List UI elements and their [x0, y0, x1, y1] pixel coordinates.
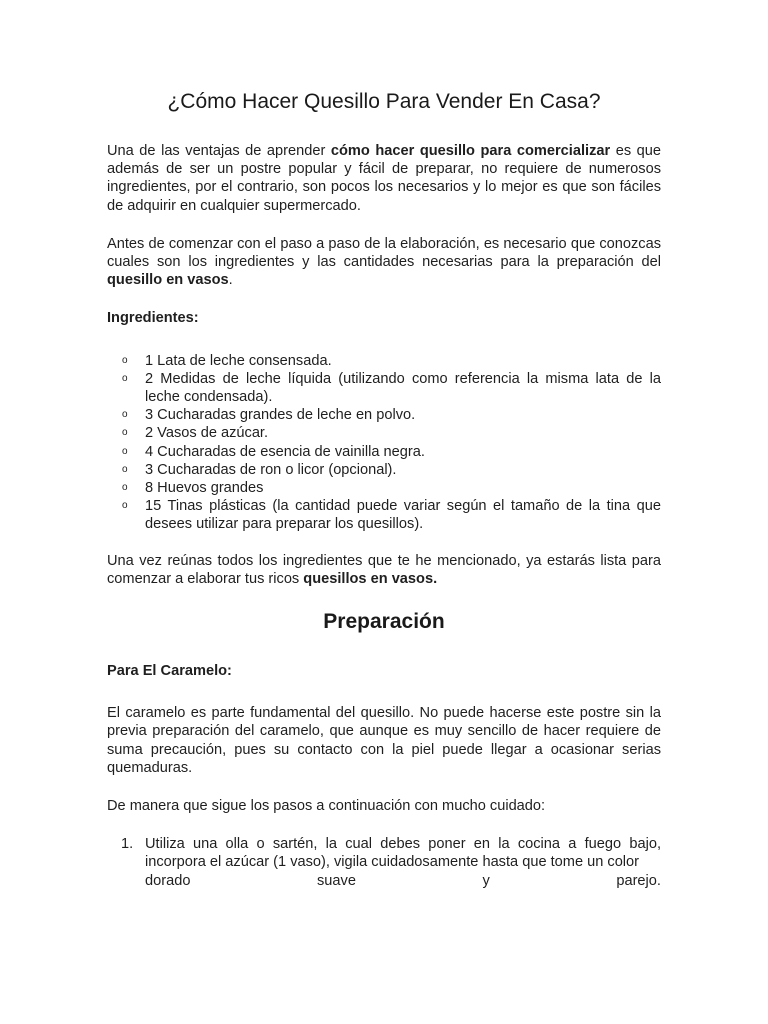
ingredient-item: [107, 497, 661, 533]
document-title: ¿Cómo Hacer Quesillo Para Vender En Casa?: [167, 90, 601, 113]
intro-p1-text-start: Una de las ventajas de aprender: [107, 143, 331, 159]
ingredient-item: [107, 424, 661, 442]
intro-paragraph-1: [107, 142, 661, 215]
intro-p1-text-end: es que además de ser un postre popular y fácil de preparar, no requiere de numerosos ingredientes, por el contrario, son pocos los necesarios y lo mejor es que son fáciles de adquirir en cualquier supermercado.: [107, 143, 662, 214]
step-item: [107, 835, 661, 890]
ingredient-text: 8 Huevos grandes: [145, 480, 264, 497]
caramel-paragraph-2: De manera que sigue los pasos a continuación con mucho cuidado:: [107, 798, 546, 815]
intro-paragraph-2: [107, 235, 661, 290]
list-bullet-icon: o: [122, 445, 128, 457]
closing-text-start: Una vez reúnas todos los ingredientes que te he mencionado, ya estarás lista para comenzar a elaborar tus ricos: [107, 552, 661, 587]
ingredients-list: [107, 352, 661, 534]
caramel-paragraph-1: El caramelo es parte fundamental del quesillo. No puede hacerse este postre sin la previa preparación del caramelo, que aunque es muy sencillo de hacer requiere de suma precaución, pues su contacto con la piel puede llegar a ocasionar serias quemaduras.: [107, 705, 661, 776]
ingredient-text: 4 Cucharadas de esencia de vainilla negra.: [145, 443, 425, 460]
closing-bold-phrase: quesillos en vasos.: [303, 570, 438, 587]
intro-p2-bold-phrase: quesillo en vasos: [107, 272, 229, 289]
ingredient-text: 2 Vasos de azúcar.: [145, 425, 269, 442]
step-word: suave: [317, 872, 356, 889]
list-bullet-icon: o: [122, 427, 128, 439]
ingredient-text: 1 Lata de leche consensada.: [145, 352, 332, 369]
ingredient-item: [107, 406, 661, 424]
step-word: dorado: [145, 872, 191, 889]
step-word: y: [482, 872, 490, 889]
ingredient-item: [107, 479, 661, 497]
step-number: 1.: [121, 836, 134, 853]
list-bullet-icon: o: [122, 500, 128, 512]
step-text: Utiliza una olla o sartén, la cual debes poner en la cocina a fuego bajo, incorpora el azúcar (1 vaso), vigila cuidadosamente hasta que tome un color: [145, 836, 661, 871]
intro-p2-text-end: .: [228, 272, 233, 289]
list-bullet-icon: o: [122, 482, 128, 494]
step-word: parejo.: [616, 872, 661, 889]
list-bullet-icon: o: [122, 354, 128, 366]
ingredient-item: [107, 352, 661, 370]
ingredient-text: 15 Tinas plásticas (la cantidad puede variar según el tamaño de la tina que desees utilizar para preparar los quesillos).: [145, 498, 661, 533]
preparation-heading: Preparación: [323, 610, 445, 634]
list-bullet-icon: o: [122, 372, 128, 384]
ingredient-text: 3 Cucharadas de ron o licor (opcional).: [145, 461, 397, 478]
intro-p2-text-start: Antes de comenzar con el paso a paso de la elaboración, es necesario que conozcas cuales son los ingredientes y las cantidades necesarias para la preparación del: [107, 235, 661, 271]
ingredient-item: [107, 461, 661, 479]
ingredient-item: [107, 370, 661, 406]
intro-p1-bold-phrase: cómo hacer quesillo para comercializar: [330, 143, 611, 159]
caramel-heading: Para El Caramelo:: [107, 663, 232, 680]
ingredient-text: 3 Cucharadas grandes de leche en polvo.: [145, 407, 416, 424]
ingredient-text: 2 Medidas de leche líquida (utilizando como referencia la misma lata de la leche condensada).: [145, 370, 661, 406]
ingredient-item: [107, 443, 661, 461]
ingredients-heading: Ingredientes:: [107, 310, 199, 327]
caramel-steps-list: [107, 835, 661, 890]
list-bullet-icon: o: [122, 409, 128, 421]
step-last-line: [145, 872, 661, 890]
list-bullet-icon: o: [122, 463, 128, 475]
ingredients-closing-paragraph: [107, 552, 661, 588]
